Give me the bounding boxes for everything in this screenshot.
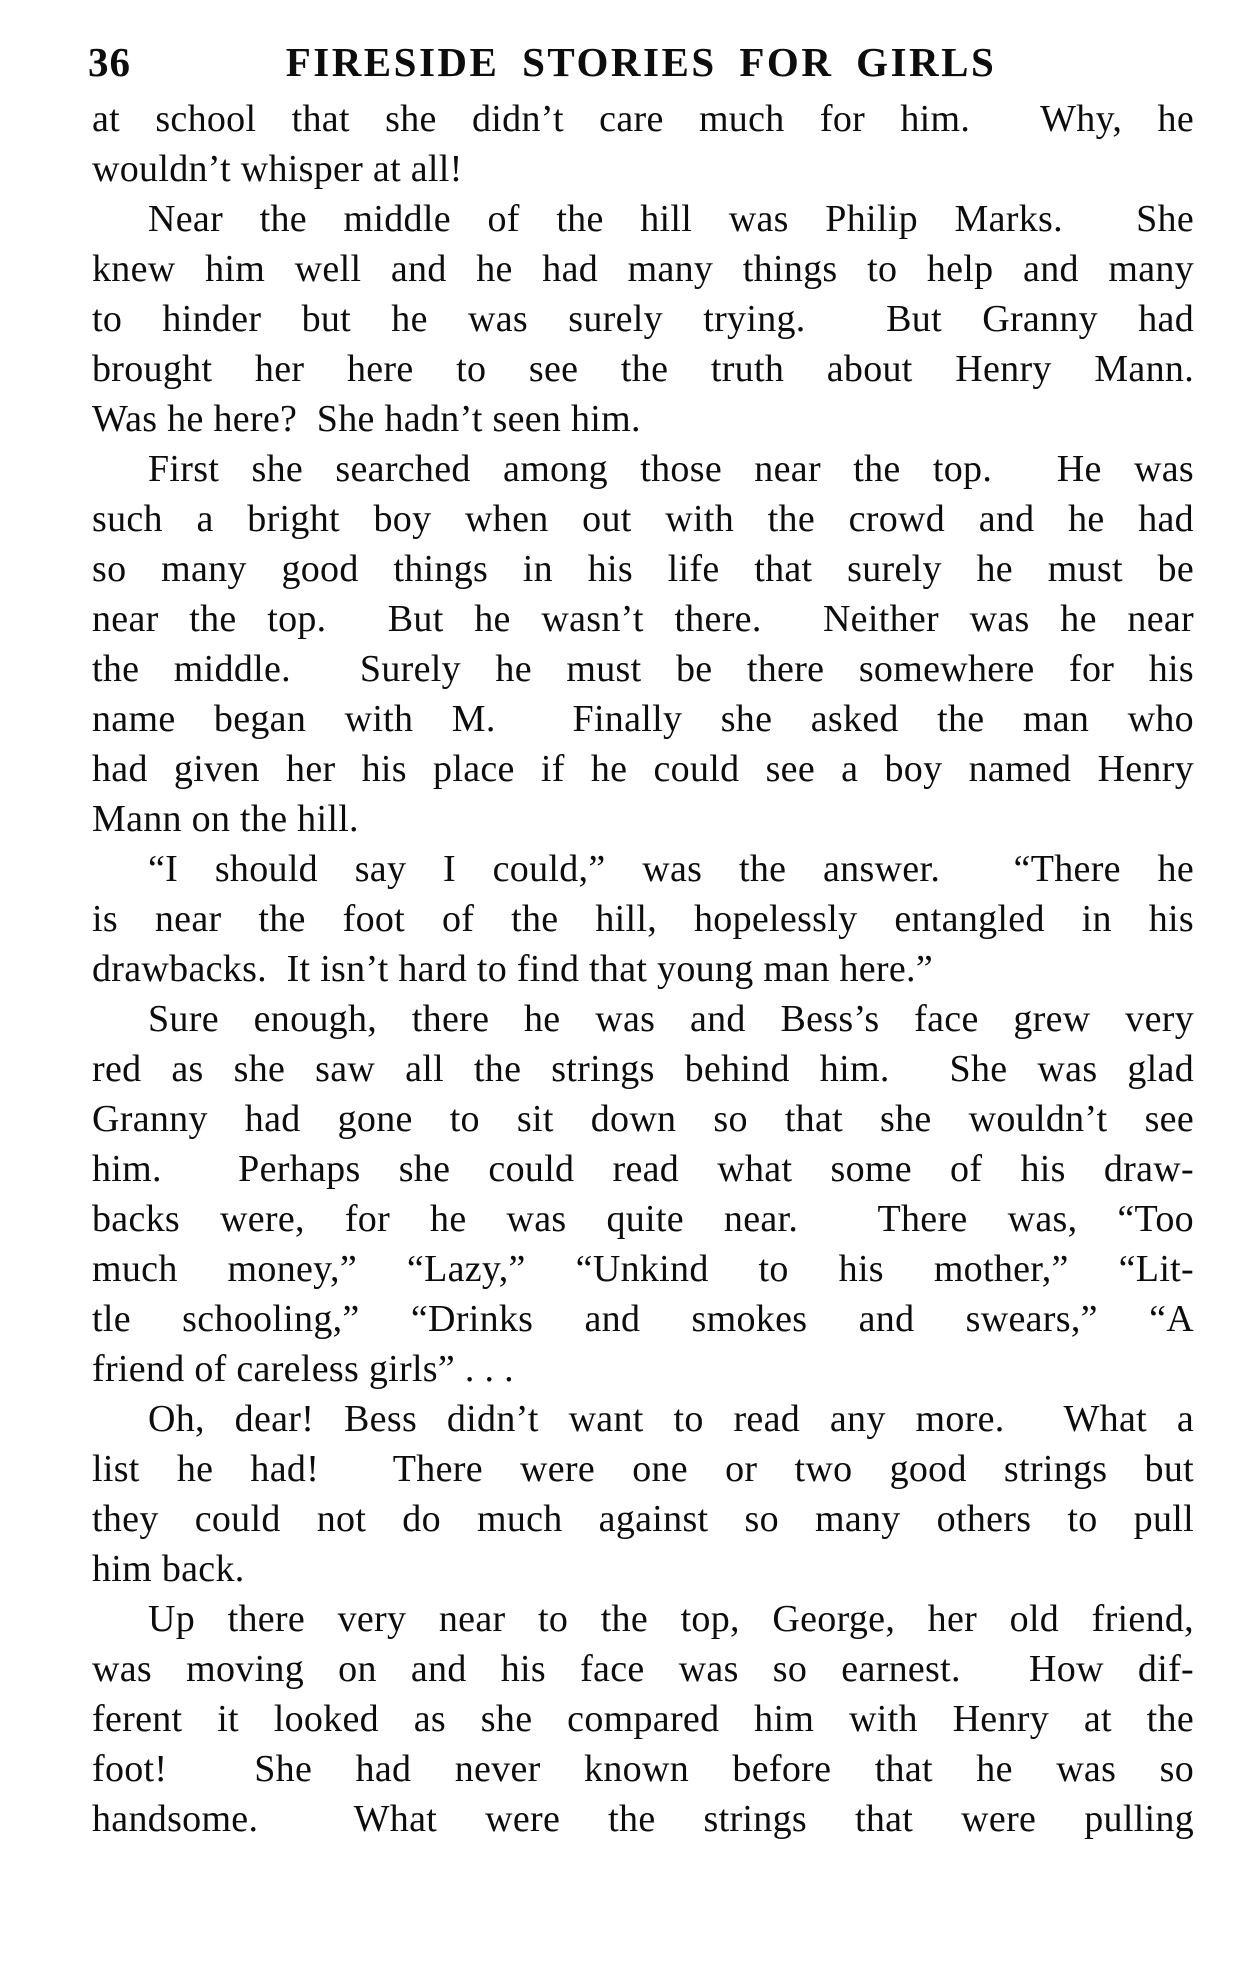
text-line: foot! She had never known before that he was so <box>92 1748 1194 1790</box>
text-line: list he had! There were one or two good strings but <box>92 1448 1194 1490</box>
text-line: Sure enough, there he was and Bess’s face grew very <box>148 998 1194 1040</box>
text-line: red as she saw all the strings behind him. She was glad <box>92 1048 1194 1090</box>
text-line: knew him well and he had many things to help and many <box>92 248 1194 290</box>
text-line: First she searched among those near the top. He was <box>148 448 1194 490</box>
body-text <box>92 94 1194 1844</box>
text-line: was moving on and his face was so earnest. How dif- <box>92 1648 1194 1690</box>
text-line: backs were, for he was quite near. There was, “Too <box>92 1198 1194 1240</box>
text-line: “I should say I could,” was the answer. “There he <box>148 848 1194 890</box>
text-line: Up there very near to the top, George, her old friend, <box>148 1598 1194 1640</box>
text-line: Oh, dear! Bess didn’t want to read any more. What a <box>148 1398 1194 1440</box>
running-title: FIRESIDE STORIES FOR GIRLS <box>285 39 997 85</box>
text-line: much money,” “Lazy,” “Unkind to his mother,” “Lit- <box>92 1248 1194 1290</box>
text-line: drawbacks. It isn’t hard to find that young man here.” <box>92 948 934 990</box>
text-line: Was he here? She hadn’t seen him. <box>92 398 641 440</box>
text-line: so many good things in his life that surely he must be <box>92 548 1194 590</box>
text-line: is near the foot of the hill, hopelessly entangled in his <box>92 898 1194 940</box>
text-line: Granny had gone to sit down so that she wouldn’t see <box>92 1098 1194 1140</box>
text-line: ferent it looked as she compared him with Henry at the <box>92 1698 1194 1740</box>
text-line: the middle. Surely he must be there somewhere for his <box>92 648 1194 690</box>
text-line: friend of careless girls” . . . <box>92 1348 514 1390</box>
text-line: wouldn’t whisper at all! <box>92 148 463 190</box>
page-number: 36 <box>88 39 131 85</box>
text-line: such a bright boy when out with the crowd and he had <box>92 498 1194 540</box>
text-line: they could not do much against so many others to pull <box>92 1498 1194 1540</box>
text-line: Mann on the hill. <box>92 798 359 840</box>
text-line: to hinder but he was surely trying. But Granny had <box>92 298 1194 340</box>
text-line: him back. <box>92 1548 245 1590</box>
text-line: had given her his place if he could see a boy named Henry <box>92 748 1194 790</box>
text-line: Near the middle of the hill was Philip Marks. She <box>148 198 1194 240</box>
text-line: name began with M. Finally she asked the man who <box>92 698 1194 740</box>
text-line: at school that she didn’t care much for him. Why, he <box>92 98 1194 140</box>
text-line: him. Perhaps she could read what some of his draw- <box>92 1148 1194 1190</box>
running-head <box>88 38 1194 90</box>
text-line: handsome. What were the strings that were pulling <box>92 1798 1194 1840</box>
text-line: near the top. But he wasn’t there. Neither was he near <box>92 598 1194 640</box>
text-line: tle schooling,” “Drinks and smokes and swears,” “A <box>92 1298 1194 1340</box>
text-line: brought her here to see the truth about Henry Mann. <box>92 348 1194 390</box>
